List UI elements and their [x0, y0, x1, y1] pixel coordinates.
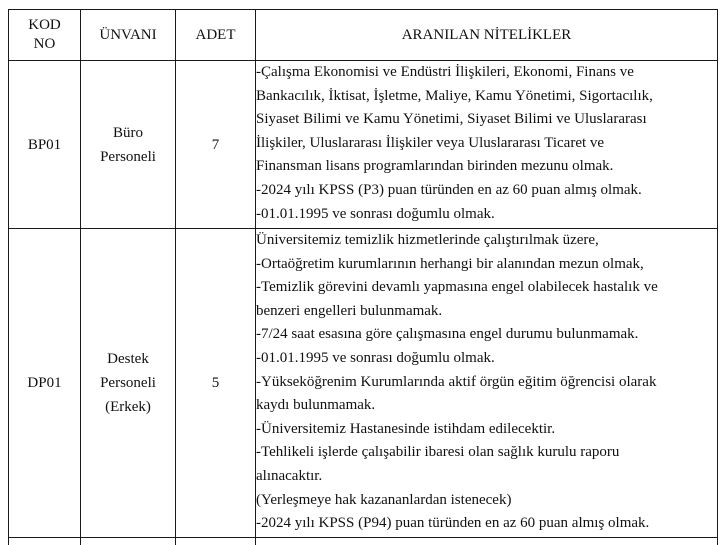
requirement-line: alınacaktır. [256, 467, 323, 484]
requirement-line: İlişkiler, Uluslararası İlişkiler veya Uluslararası Ticaret ve [256, 134, 605, 151]
requirement-line: -2024 yılı KPSS (P94) puan türünden en az 60 puan almış olmak. [256, 515, 650, 532]
header-adet: ADET [176, 10, 256, 61]
requirement-line: Finansman lisans programlarından birinden mezunu olmak. [256, 158, 614, 175]
cell-nitelikler [256, 229, 718, 538]
requirement-line: -7/24 saat esasına göre çalışmasına engel durumu bulunmamak. [256, 326, 639, 343]
unvan-line: Personeli [100, 375, 156, 391]
requirement-line: -Çalışma Ekonomisi ve Endüstri İlişkileri, Ekonomi, Finans ve [256, 64, 634, 80]
requirement-line: benzeri engelleri bulunmamak. [256, 302, 443, 319]
requirement-line: -Tehlikeli işlerde çalışabilir ibaresi olan sağlık kurulu raporu [256, 444, 620, 461]
table-row [9, 61, 718, 229]
staff-requirements-table [8, 9, 718, 545]
table-header-row [9, 10, 718, 61]
cell-nitelikler [256, 61, 718, 229]
unvan-line: (Erkek) [105, 399, 151, 415]
cell-unvan [81, 229, 176, 538]
requirement-line: Siyaset Bilimi ve Kamu Yönetimi, Siyaset Bilimi ve Uluslararası [256, 111, 647, 128]
cell-kod: BP01 [9, 61, 81, 229]
requirement-line: -Yükseköğrenim Kurumlarında aktif örgün eğitim öğrencisi olarak [256, 373, 657, 390]
unvan-line: Personeli [100, 148, 156, 165]
header-aranilan-nitelikler: ARANILAN NİTELİKLER [256, 10, 718, 61]
cell-empty [9, 538, 81, 545]
requirement-line: -2024 yılı KPSS (P3) puan türünden en az 60 puan almış olmak. [256, 181, 642, 198]
cell-adet: 5 [176, 229, 256, 538]
requirement-line: -Ortaöğretim kurumlarının herhangi bir alanından mezun olmak, [256, 255, 644, 272]
requirement-line: Bankacılık, İktisat, İşletme, Maliye, Kamu Yönetimi, Sigortacılık, [256, 87, 653, 104]
header-kod-no [9, 10, 81, 61]
table-row-partial [9, 538, 718, 545]
header-unvani: ÜNVANI [81, 10, 176, 61]
requirement-line: (Yerleşmeye hak kazananlardan istenecek) [256, 491, 512, 508]
requirement-line: Üniversitemiz temizlik hizmetlerinde çalıştırılmak üzere, [256, 232, 599, 248]
unvan-line: Destek [107, 351, 149, 367]
requirement-line: -01.01.1995 ve sonrası doğumlu olmak. [256, 349, 495, 366]
unvan-line: Büro [113, 124, 143, 141]
header-kod-line1: KOD [28, 17, 61, 33]
header-kod-line2: NO [33, 36, 56, 52]
requirement-line: -01.01.1995 ve sonrası doğumlu olmak. [256, 205, 495, 222]
requirement-line: kaydı bulunmamak. [256, 397, 376, 414]
cell-adet: 7 [176, 61, 256, 229]
cell-unvan [81, 61, 176, 229]
cell-kod: DP01 [9, 229, 81, 538]
table-row [9, 229, 718, 538]
cell-empty [81, 538, 176, 545]
requirement-line: -Üniversitemiz Hastanesinde istihdam edilecektir. [256, 420, 556, 437]
cell-empty [256, 538, 718, 545]
requirement-line: -Temizlik görevini devamlı yapmasına engel olabilecek hastalık ve [256, 279, 658, 296]
cell-empty [176, 538, 256, 545]
